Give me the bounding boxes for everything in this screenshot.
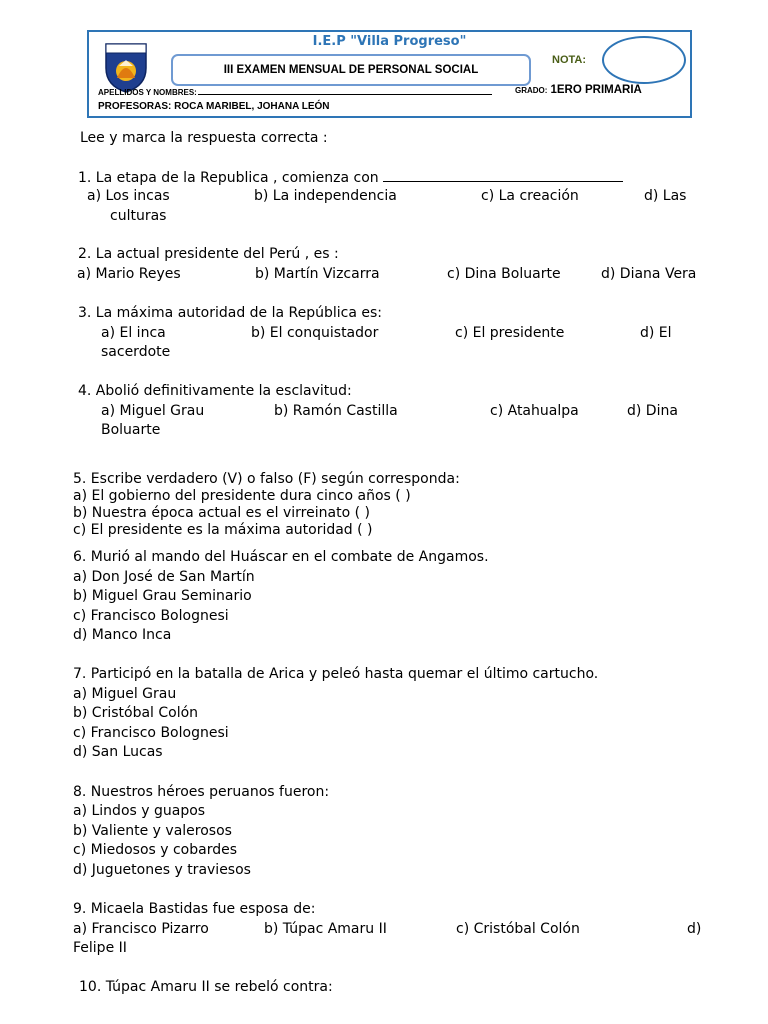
q5-stem: 5. Escribe verdadero (V) o falso (F) según corresponda: xyxy=(73,471,460,487)
profesoras: PROFESORAS: ROCA MARIBEL, JOHANA LEÓN xyxy=(98,101,330,112)
q2-option-a[interactable]: a) Mario Reyes xyxy=(77,266,181,282)
q5-item-a[interactable]: a) El gobierno del presidente dura cinco años ( ) xyxy=(73,488,411,504)
q5-item-b[interactable]: b) Nuestra época actual es el virreinato ( ) xyxy=(73,505,370,521)
q3-option-d[interactable]: d) El xyxy=(640,325,672,341)
q2-option-c[interactable]: c) Dina Boluarte xyxy=(447,266,561,282)
apellidos-label: APELLIDOS Y NOMBRES: xyxy=(98,88,197,97)
q3-option-d-cont: sacerdote xyxy=(101,344,171,360)
q4-option-c[interactable]: c) Atahualpa xyxy=(490,403,579,419)
q9-option-d[interactable]: d) xyxy=(687,921,702,937)
grado-value: 1ERO PRIMARIA xyxy=(550,84,642,96)
q2-stem: 2. La actual presidente del Perú , es : xyxy=(78,246,339,262)
grado xyxy=(515,84,642,96)
q7-option-b[interactable]: b) Cristóbal Colón xyxy=(73,705,199,721)
q4-option-d[interactable]: d) Dina xyxy=(627,403,678,419)
q1-option-d-cont: culturas xyxy=(110,208,167,224)
q8-stem: 8. Nuestros héroes peruanos fueron: xyxy=(73,784,330,800)
q6-stem: 6. Murió al mando del Huáscar en el combate de Angamos. xyxy=(73,549,489,565)
q6-option-b[interactable]: b) Miguel Grau Seminario xyxy=(73,588,252,604)
apellidos-line[interactable] xyxy=(198,94,492,95)
q9-option-d-cont: Felipe II xyxy=(73,940,127,956)
q6-option-c[interactable]: c) Francisco Bolognesi xyxy=(73,608,229,624)
school-name: I.E.P "Villa Progreso" xyxy=(312,34,467,49)
q3-stem: 3. La máxima autoridad de la República es: xyxy=(78,305,383,321)
q4-option-b[interactable]: b) Ramón Castilla xyxy=(274,403,398,419)
q7-option-d[interactable]: d) San Lucas xyxy=(73,744,163,760)
q10-stem: 10. Túpac Amaru II se rebeló contra: xyxy=(79,979,333,995)
q7-option-a[interactable]: a) Miguel Grau xyxy=(73,686,177,702)
q7-stem: 7. Participó en la batalla de Arica y peleó hasta quemar el último cartucho. xyxy=(73,666,599,682)
instructions: Lee y marca la respuesta correcta : xyxy=(80,130,328,146)
q1-option-d[interactable]: d) Las xyxy=(644,188,687,204)
q9-option-a[interactable]: a) Francisco Pizarro xyxy=(73,921,209,937)
q6-option-a[interactable]: a) Don José de San Martín xyxy=(73,569,255,585)
nota-label: NOTA: xyxy=(552,54,587,66)
q1-stem: 1. La etapa de la Republica , comienza con xyxy=(78,169,623,187)
q2-option-b[interactable]: b) Martín Vizcarra xyxy=(255,266,380,282)
q8-option-c[interactable]: c) Miedosos y cobardes xyxy=(73,842,238,858)
q9-option-b[interactable]: b) Túpac Amaru II xyxy=(264,921,387,937)
q1-option-a[interactable]: a) Los incas xyxy=(87,188,170,204)
q3-option-a[interactable]: a) El inca xyxy=(101,325,166,341)
exam-header xyxy=(87,30,692,118)
q4-stem: 4. Abolió definitivamente la esclavitud: xyxy=(78,383,352,399)
q9-option-c[interactable]: c) Cristóbal Colón xyxy=(456,921,580,937)
q1-blank[interactable] xyxy=(383,169,623,182)
q2-option-d[interactable]: d) Diana Vera xyxy=(601,266,697,282)
q1-option-b[interactable]: b) La independencia xyxy=(254,188,397,204)
q8-option-d[interactable]: d) Juguetones y traviesos xyxy=(73,862,251,878)
q8-option-b[interactable]: b) Valiente y valerosos xyxy=(73,823,232,839)
q3-option-c[interactable]: c) El presidente xyxy=(455,325,565,341)
q3-option-b[interactable]: b) El conquistador xyxy=(251,325,379,341)
nota-field[interactable] xyxy=(602,36,686,84)
q5-item-c[interactable]: c) El presidente es la máxima autoridad ( ) xyxy=(73,522,373,538)
q6-option-d[interactable]: d) Manco Inca xyxy=(73,627,172,643)
exam-title: III EXAMEN MENSUAL DE PERSONAL SOCIAL xyxy=(171,54,531,86)
apellidos-field[interactable] xyxy=(98,88,492,97)
q9-stem: 9. Micaela Bastidas fue esposa de: xyxy=(73,901,316,917)
q8-option-a[interactable]: a) Lindos y guapos xyxy=(73,803,206,819)
q4-option-a[interactable]: a) Miguel Grau xyxy=(101,403,205,419)
q4-option-d-cont: Boluarte xyxy=(101,422,161,438)
q1-option-c[interactable]: c) La creación xyxy=(481,188,579,204)
grado-label: GRADO: xyxy=(515,86,548,95)
q7-option-c[interactable]: c) Francisco Bolognesi xyxy=(73,725,229,741)
